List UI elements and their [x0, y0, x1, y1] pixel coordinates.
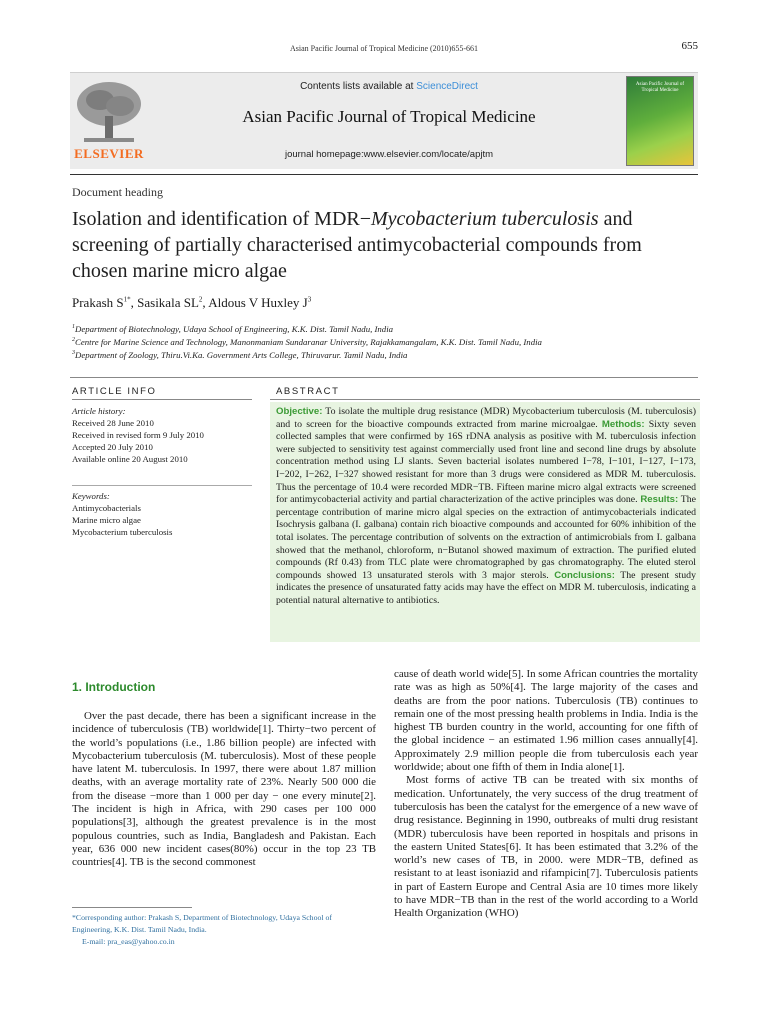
author-list: Prakash $S^{1*}$, Sasikala $SL^2$, Aldous V Huxley $J^3$ — [72, 295, 312, 310]
article-title — [72, 206, 702, 284]
keywords-rule — [72, 485, 252, 486]
author-email[interactable]: E-mail: pra_eas@yahoo.co.in — [82, 937, 175, 946]
history-item: Accepted 20 July 2010 — [72, 442, 153, 452]
author-name: Prakash S — [72, 295, 124, 310]
journal-homepage[interactable]: journal homepage:www.elsevier.com/locate/apjtm — [284, 149, 494, 160]
corresponding-author-footnote — [72, 912, 362, 948]
affiliation — [72, 324, 393, 334]
results-text: The percentage contribution of marine micro algal species on the extraction of antimycobacterials indicated Isochrysis galbana (I. galbana) contain rich bioactive compounds and accounted for 60% inhibition of the total isolates. The percentage contribution of solvents on the extraction of antimicrobials from I. galbana showed that the methanol, chloroform, n−Butanol showed maximum of extraction. The purified eluted compounds (Rf 0.43) from TLC plate were chromatographed by gas chromatography. The eluted sterol compounds showed 13 unsaturated sterols with 3 major sterols. — [276, 494, 696, 581]
masthead-rule — [70, 174, 698, 175]
paragraph: cause of death world wide[5]. In some African countries the mortality rate was as high as 50%[4]. The large majority of the cases and deaths are from the poor nations. Tuberculosis (TB) continues to remain one of the most pressing health problems in India. India is the highest TB burden country in the world, accounting for one fifth of the global incidence − an estimated 1.96 million cases annually[4]. Approximately 2.9 million people die from tuberculosis each year worldwide; about one fifth of them in India alone[1]. — [394, 668, 698, 774]
affiliation-sup: 1 — [72, 324, 75, 331]
history-item: Available online 20 August 2010 — [72, 454, 188, 464]
contents-line — [160, 81, 618, 92]
keyword: Antimycobacterials — [72, 503, 141, 513]
history-label: Article history: — [72, 406, 126, 416]
conclusions-text: The present study indicates the presence of unsaturated fatty acids may have the effect on MDR M. tuberculosis, indicating a potential natural alternative to antibiotics. — [276, 569, 696, 606]
objective-label: Objective: — [276, 406, 323, 417]
title-part-3: and screening of partially characterised antimycobacterial compounds from chosen marine micro algae — [72, 208, 642, 282]
affiliation — [72, 350, 407, 360]
keywords-label: Keywords: — [72, 491, 110, 501]
intro-column-2 — [394, 668, 698, 921]
article-history — [72, 405, 252, 465]
document-heading: Document heading — [72, 185, 163, 199]
running-head: Asian Pacific Journal of Tropical Medicine (2010)655-661 — [290, 44, 478, 53]
article-info-rule — [72, 399, 252, 400]
affiliation — [72, 337, 542, 347]
abstract-text — [276, 406, 696, 608]
affiliation-text: Department of Zoology, Thiru.Vi.Ka. Government Arts College, Thiruvarur. Tamil Nadu, India — [75, 350, 408, 360]
page-number: 655 — [681, 40, 698, 52]
abstract-heading: ABSTRACT — [276, 386, 340, 397]
author-sup: 2 — [198, 295, 203, 304]
section-rule — [70, 377, 698, 378]
keyword: Marine micro algae — [72, 515, 141, 525]
journal-name: Asian Pacific Journal of Tropical Medicine — [242, 107, 536, 126]
title-part-1: Isolation and identification of MDR− — [72, 208, 372, 230]
conclusions-label: Conclusions: — [554, 569, 615, 581]
introduction-heading: 1. Introduction — [72, 680, 156, 694]
footnote-rule — [72, 907, 192, 908]
affiliation-sup: 2 — [72, 337, 75, 344]
author-name: Aldous V Huxley J — [208, 295, 308, 310]
methods-label: Methods: — [601, 418, 645, 430]
history-item: Received in revised form 9 July 2010 — [72, 430, 204, 440]
author-sup: 1* — [123, 295, 131, 304]
paragraph: Most forms of active TB can be treated with six months of medication. Unfortunately, the very success of the drug treatment of tuberculosis has been the catalyst for the emergence of a new wave of drug resistance. Beginning in 1990, outbreaks of multi drug resistant (MDR) tuberculosis have been reported in hospitals and prisons in the eastern United States[6]. It has been estimated that 3.2% of the world’s new cases of TB, in 2000. were MDR−TB, defined as resistant to at least isoniazid and rifampicin[7]. Tuberculosis patients in part of Eastern Europe and Central Asia are 10 times more likely to have MDR−TB than in the rest of the world according to a World Health Organization (WHO) — [394, 774, 699, 920]
objective-text: To isolate the multiple drug resistance (MDR) Mycobacterium tuberculosis (M. tuberculosis) and to screen for the bioactive compounds extracted from marine microalgae. — [276, 406, 696, 430]
publisher-name: ELSEVIER — [74, 146, 144, 161]
title-part-2: Mycobacterium tuberculosis — [371, 208, 599, 230]
methods-text: Sixty seven collected samples that were confirmed by 16S rDNA analysis as positive with M. tuberculosis infection were subjected to sensitivity test against commercially used front line and second line drugs by absolute concentration method using LJ slants. Seven bacterial isolates numbered I−78, I−101, I−127, I−173, I−202, I−262, I−327 showed resistant for more than 3 drugs were considered as MDR M. tuberculosis. Thus the percentage of 10.4 were recorded MDR−TB. Fifteen marine micro algal extracts were screened for antimycobacterial activity and partial characterization of the active principles was done. — [276, 418, 696, 506]
article-info-heading: ARTICLE INFO — [72, 386, 157, 397]
history-item: Received 28 June 2010 — [72, 418, 154, 428]
author-name: Sasikala SL — [137, 295, 199, 310]
corresponding-author: *Corresponding author: Prakash S, Department of Biotechnology, Udaya School of Engineering, K.K. Dist. Tamil Nadu, India. — [72, 913, 332, 934]
affiliation-text: Centre for Marine Science and Technology, Manonmaniam Sundaranar University, Rajakkamangalam, K.K. Dist. Tamil Nadu, India — [75, 337, 542, 347]
abstract-rule — [270, 399, 700, 400]
sciencedirect-link[interactable]: ScienceDirect — [416, 81, 478, 92]
contents-prefix: Contents lists available at — [300, 81, 417, 92]
keywords — [72, 490, 252, 538]
affiliation-sup: 3 — [72, 350, 75, 357]
intro-column-1: Over the past decade, there has been a significant increase in the incidence of tuberculosis (TB) worldwide[1]. Thirty−two percent of the world’s populations (i.e., 1.86 billion people) are infected with Mycobacterium tuberculosis (M. tuberculosis). Most of these people have latent M. tuberculosis. In 1997, there were about 1.87 million deaths, with an average mortality rate of 23%. Nearly 500 000 die from the disease −more than 1 000 per day − one every minute[2]. The incident is high in Africa, with 290 cases per 100 000 populations[3], although the greatest prevalence is in the most populous countries, such as India, Bangladesh and Pakistan. Each year, 636 000 new incident cases(80%) occur in the top 23 TB countries[4]. TB is the second commonest — [72, 710, 376, 869]
journal-cover-title: Asian Pacific Journal of Tropical Medicine — [635, 82, 685, 93]
results-label: Results: — [640, 494, 679, 506]
keyword: Mycobacterium tuberculosis — [72, 527, 173, 537]
author-sup: 3 — [307, 295, 312, 304]
affiliation-text: Department of Biotechnology, Udaya School of Engineering, K.K. Dist. Tamil Nadu, India — [75, 324, 394, 334]
